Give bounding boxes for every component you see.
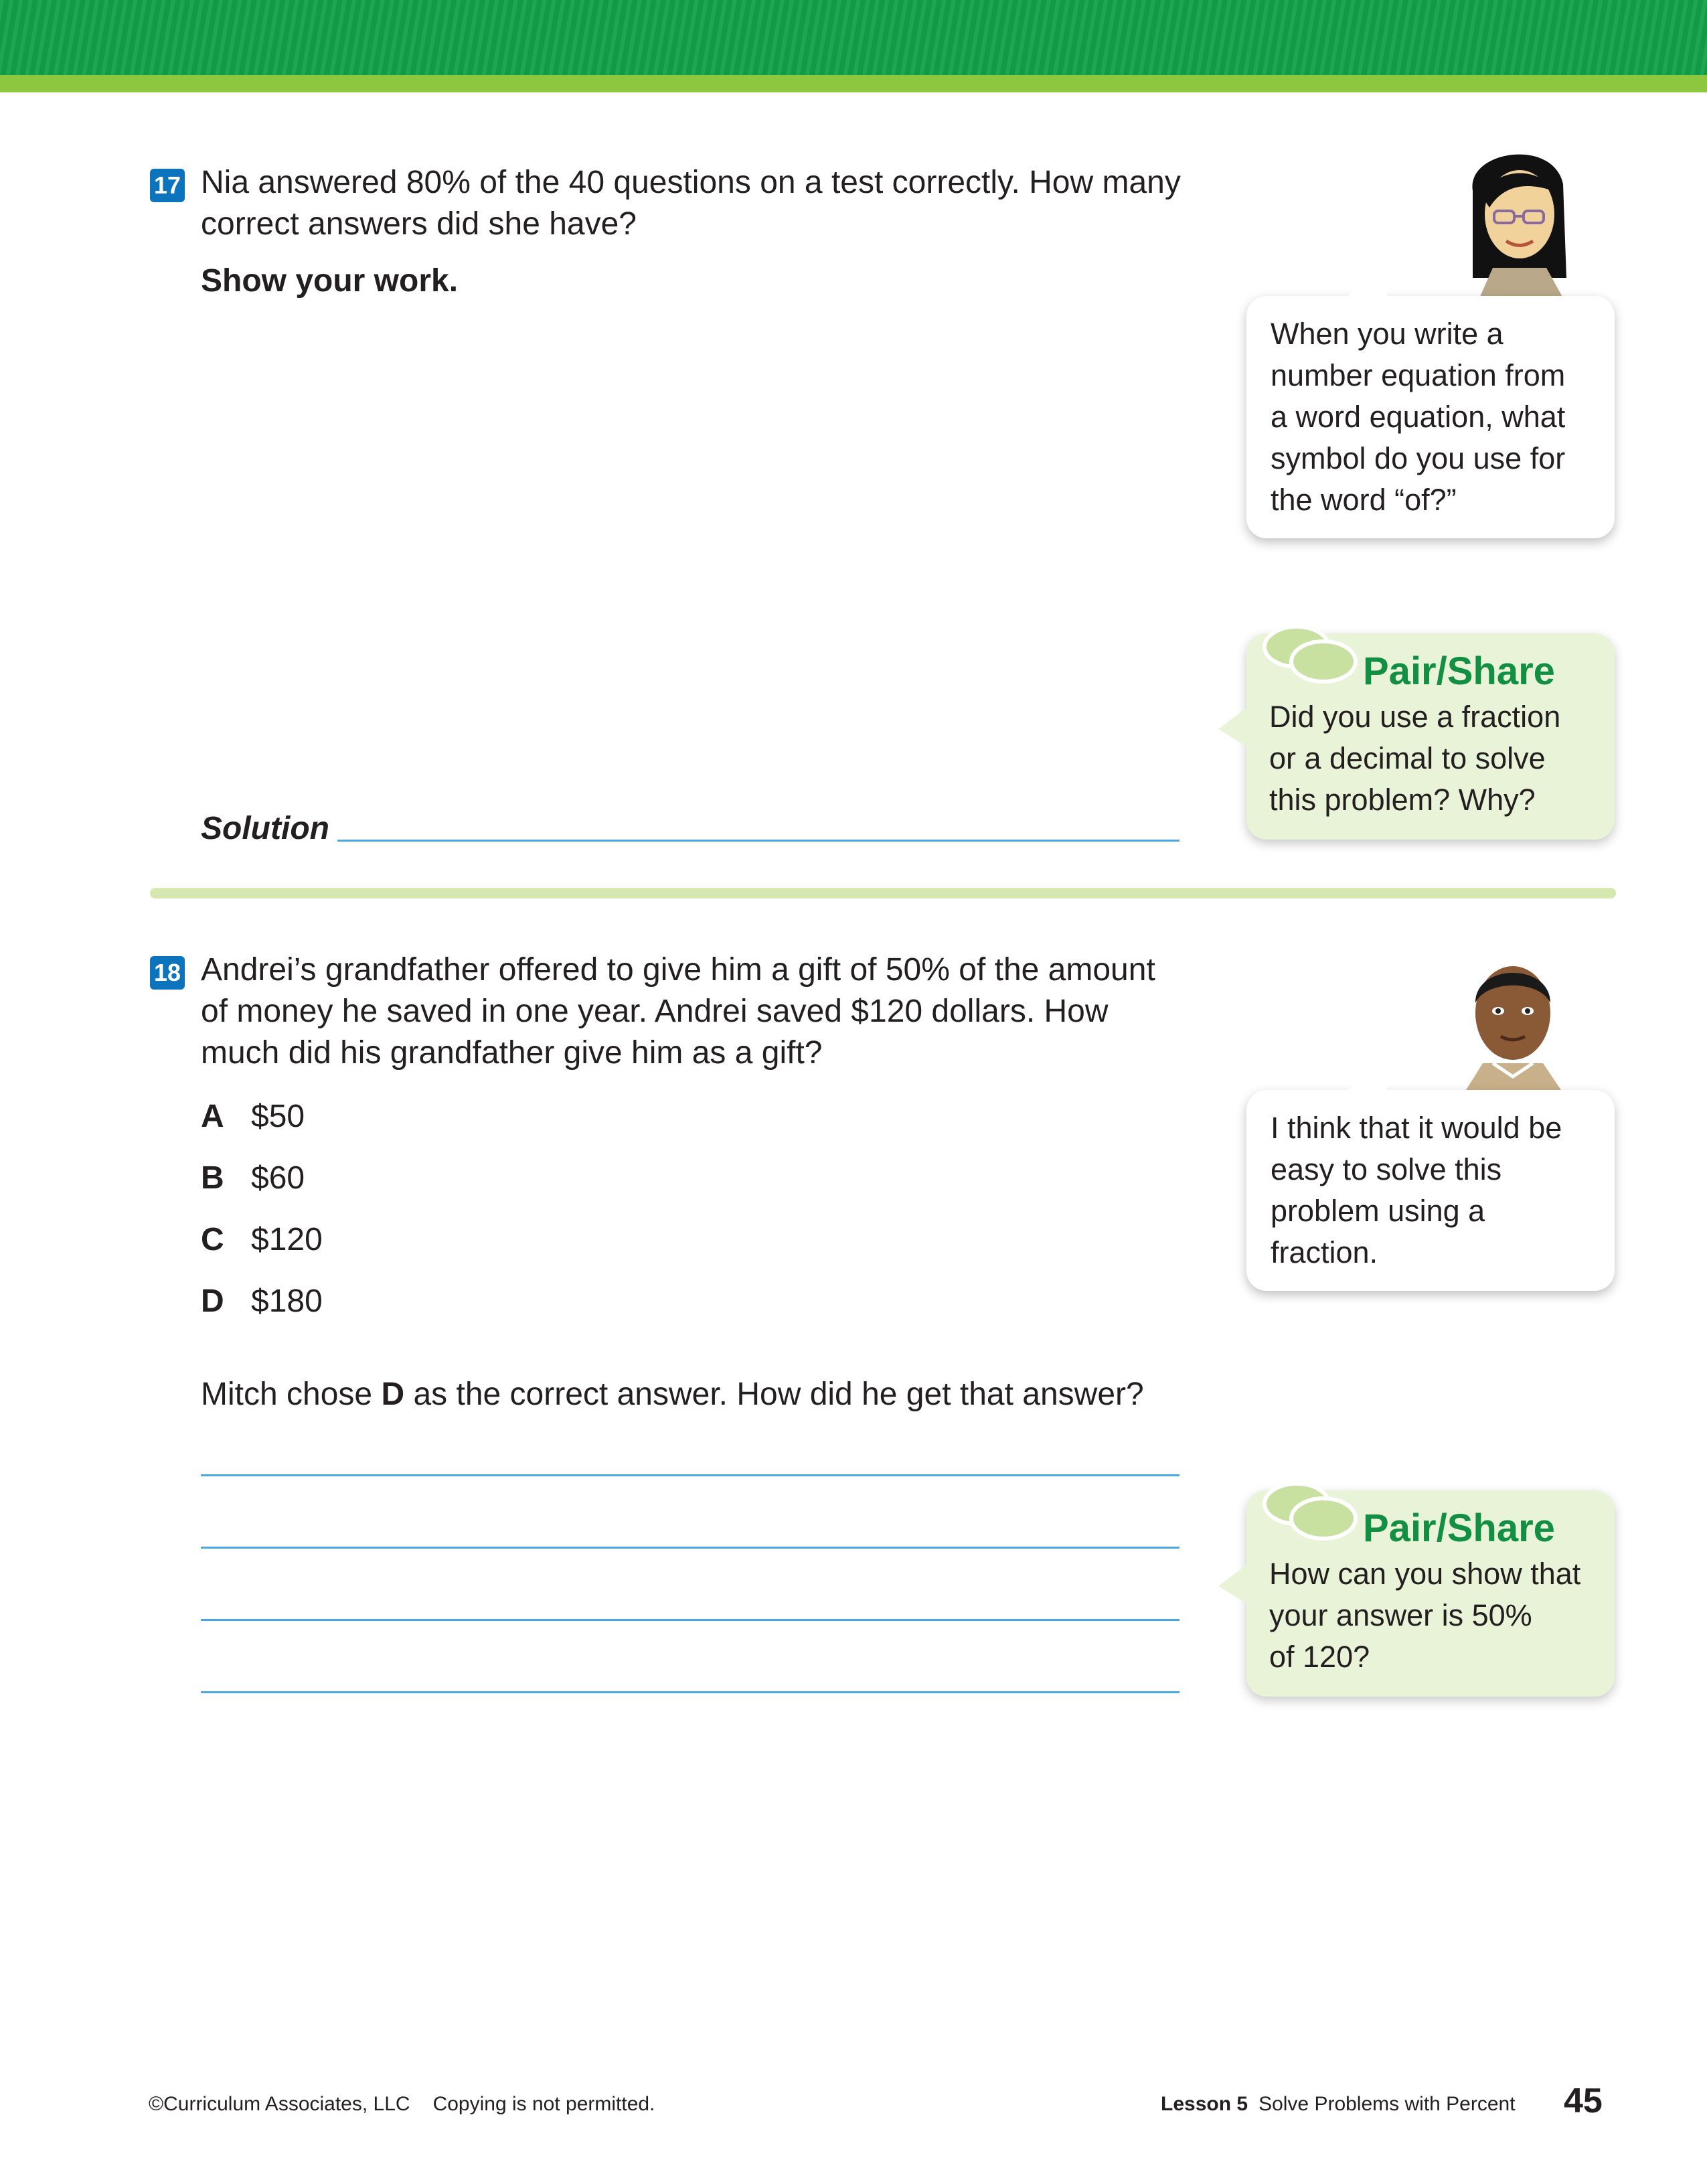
hint-line: a word equation, what	[1271, 400, 1566, 434]
boy-character-icon	[1446, 949, 1580, 1090]
question-line: of money he saved in one year. Andrei saved $120 dollars. How	[201, 994, 1109, 1029]
question-number-badge: 18	[150, 956, 185, 990]
pair-share-line: How can you show that	[1269, 1557, 1581, 1591]
footer-copyright	[149, 2093, 655, 2116]
mitch-text-pre: Mitch chose	[201, 1377, 382, 1412]
hint-bubble-18	[1246, 1090, 1615, 1291]
question-17-text	[201, 162, 1192, 245]
question-line: much did his grandfather give him as a gift?	[201, 1035, 823, 1071]
answer-line[interactable]	[201, 1474, 1180, 1476]
hint-line: fraction.	[1271, 1235, 1378, 1269]
section-divider	[150, 888, 1616, 899]
lesson-label: Lesson 5	[1161, 2093, 1248, 2115]
pair-share-box-17	[1246, 633, 1615, 840]
header-stripe	[0, 75, 1707, 92]
hint-line: the word “of?”	[1271, 483, 1457, 517]
hint-line: easy to solve this	[1271, 1152, 1502, 1186]
option-text: $60	[251, 1160, 305, 1196]
question-line: Nia answered 80% of the 40 questions on a test correctly. How many	[201, 165, 1181, 200]
question-18-text	[201, 949, 1192, 1074]
pair-share-line: Did you use a fraction	[1269, 700, 1561, 734]
answer-line[interactable]	[201, 1619, 1180, 1621]
show-work-label: Show your work.	[201, 263, 459, 299]
option-letter: D	[201, 1283, 224, 1319]
copying-notice: Copying is not permitted.	[432, 2093, 655, 2115]
header-band	[0, 0, 1707, 75]
copyright-text: ©Curriculum Associates, LLC	[149, 2093, 410, 2115]
question-line: Andrei’s grandfather offered to give him a gift of 50% of the amount	[201, 952, 1155, 988]
pair-share-line: your answer is 50%	[1269, 1598, 1532, 1632]
answer-option-d[interactable]	[201, 1281, 323, 1322]
speech-bubbles-icon	[1260, 620, 1360, 687]
pair-share-title: Pair/Share	[1363, 649, 1555, 693]
speech-bubbles-icon	[1260, 1477, 1360, 1544]
mitch-question	[201, 1374, 1192, 1415]
answer-option-a[interactable]	[201, 1097, 305, 1137]
solution-answer-line[interactable]	[337, 840, 1180, 842]
option-letter: C	[201, 1222, 224, 1257]
page-number: 45	[1564, 2082, 1603, 2120]
hint-line: I think that it would be	[1271, 1111, 1562, 1145]
hint-line: symbol do you use for	[1271, 441, 1566, 475]
hint-line: problem using a	[1271, 1194, 1485, 1228]
pair-share-line: of 120?	[1269, 1640, 1370, 1674]
hint-line: number equation from	[1271, 358, 1566, 392]
option-text: $180	[251, 1283, 323, 1319]
option-text: $120	[251, 1222, 323, 1257]
answer-line[interactable]	[201, 1547, 1180, 1549]
girl-character-icon	[1453, 144, 1587, 298]
mitch-letter: D	[381, 1377, 405, 1412]
answer-line[interactable]	[201, 1691, 1180, 1693]
option-text: $50	[251, 1099, 305, 1134]
answer-option-c[interactable]	[201, 1220, 323, 1260]
pair-share-line: or a decimal to solve	[1269, 741, 1546, 775]
question-line: correct answers did she have?	[201, 206, 637, 242]
mitch-text-post: as the correct answer. How did he get that answer?	[404, 1377, 1144, 1412]
option-letter: A	[201, 1099, 224, 1134]
question-number-badge: 17	[150, 169, 185, 202]
pair-share-title: Pair/Share	[1363, 1506, 1555, 1550]
pair-share-box-18	[1246, 1490, 1615, 1697]
footer-lesson	[1161, 2093, 1516, 2116]
lesson-title: Solve Problems with Percent	[1258, 2093, 1516, 2115]
option-letter: B	[201, 1160, 224, 1196]
pair-share-line: this problem? Why?	[1269, 783, 1536, 817]
answer-option-b[interactable]	[201, 1158, 305, 1198]
hint-bubble-17	[1246, 296, 1615, 538]
hint-line: When you write a	[1271, 317, 1503, 351]
solution-label: Solution	[201, 811, 329, 846]
